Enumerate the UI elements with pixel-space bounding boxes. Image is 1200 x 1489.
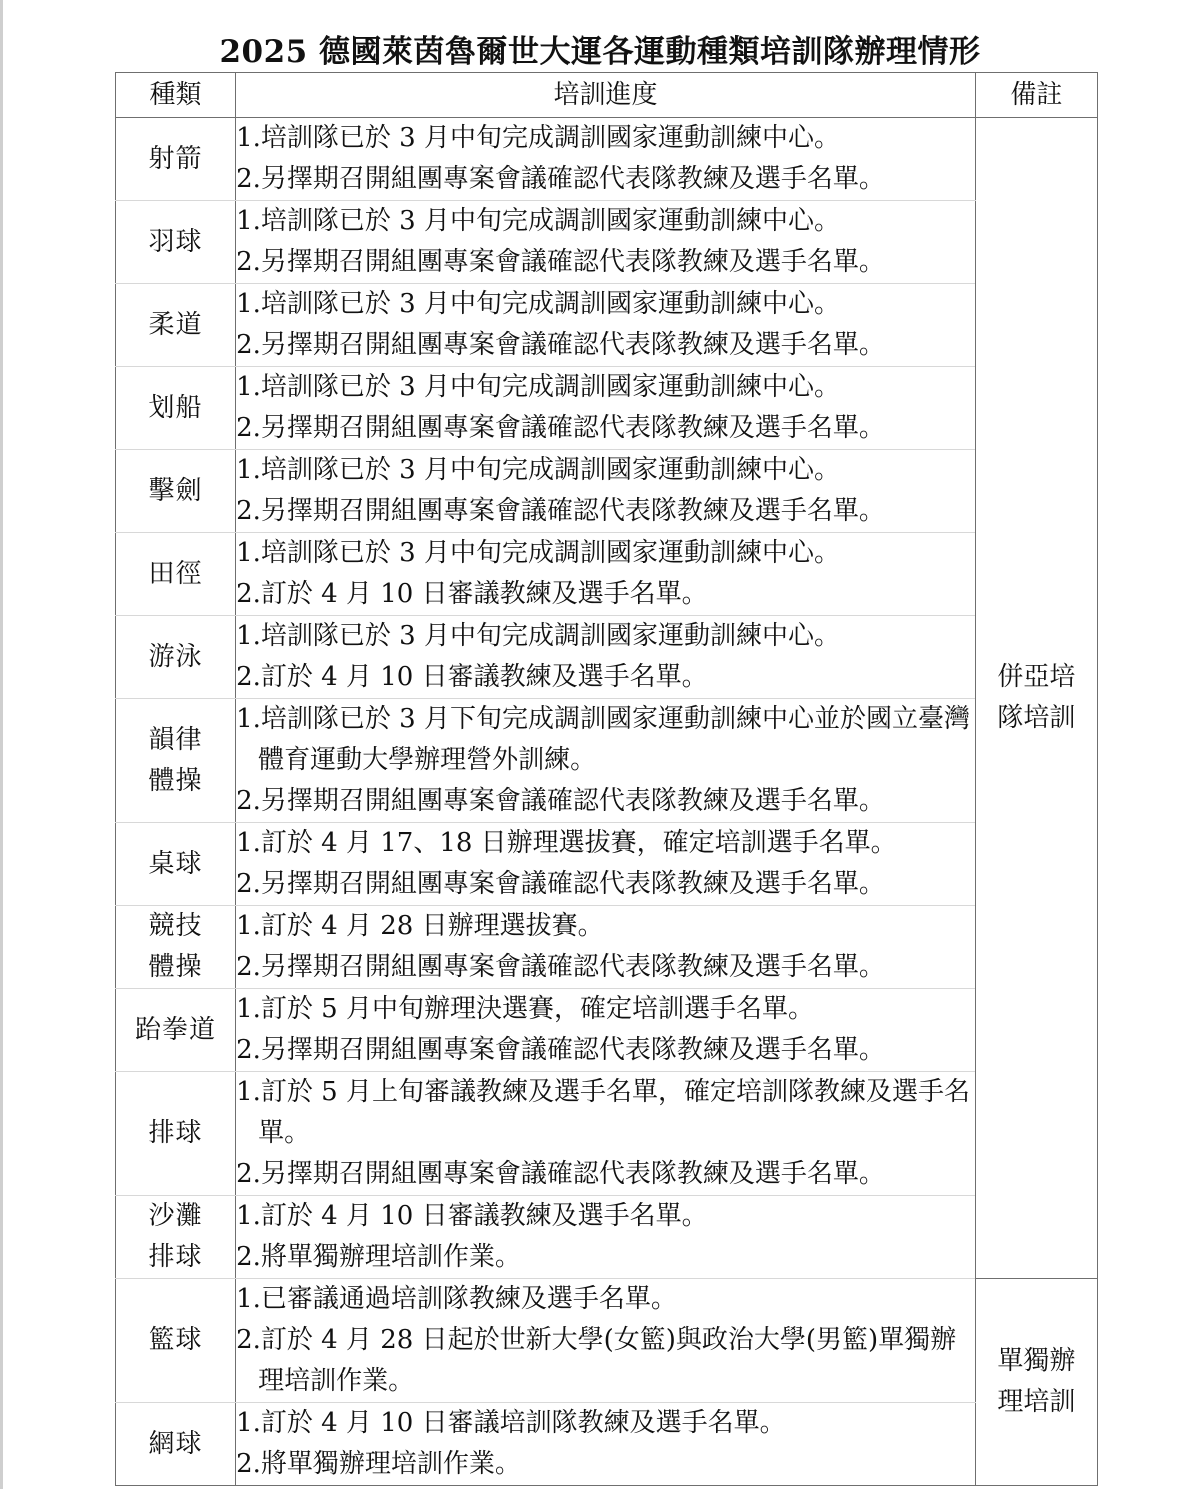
progress-item: 1.培訓隊已於 3 月中旬完成調訓國家運動訓練中心。 [236,123,840,153]
progress-item: 2.訂於 4 月 10 日審議教練及選手名單。 [236,662,708,692]
progress-cell [236,823,976,906]
progress-item: 2.另擇期召開組團專案會議確認代表隊教練及選手名單。 [236,413,885,443]
sport-name: 競技 體操 [116,906,236,989]
progress-item: 2.另擇期召開組團專案會議確認代表隊教練及選手名單。 [236,330,885,360]
header-progress: 培訓進度 [236,73,976,118]
progress-item: 2.另擇期召開組團專案會議確認代表隊教練及選手名單。 [236,1159,885,1189]
sport-name: 沙灘 排球 [116,1196,236,1279]
progress-item: 2.將單獨辦理培訓作業。 [236,1449,521,1479]
table-row [116,1279,1098,1403]
progress-item: 1.訂於 5 月上旬審議教練及選手名單，確定培訓隊教練及選手名單。 [236,1077,970,1148]
sport-name: 擊劍 [116,450,236,533]
remark-separate-training: 單獨辦 理培訓 [975,1279,1097,1486]
progress-cell [236,533,976,616]
table-row [116,118,1098,201]
progress-item: 1.培訓隊已於 3 月中旬完成調訓國家運動訓練中心。 [236,206,840,236]
sport-name: 排球 [116,1072,236,1196]
progress-cell [236,450,976,533]
progress-item: 1.已審議通過培訓隊教練及選手名單。 [236,1284,677,1314]
table-header-row [116,73,1098,118]
progress-cell [236,367,976,450]
progress-cell [236,1196,976,1279]
sport-name: 划船 [116,367,236,450]
progress-item: 2.另擇期召開組團專案會議確認代表隊教練及選手名單。 [236,1035,885,1065]
progress-item: 2.另擇期召開組團專案會議確認代表隊教練及選手名單。 [236,496,885,526]
progress-cell [236,284,976,367]
progress-item: 2.另擇期召開組團專案會議確認代表隊教練及選手名單。 [236,164,885,194]
progress-item: 2.另擇期召開組團專案會議確認代表隊教練及選手名單。 [236,786,885,816]
progress-cell [236,616,976,699]
progress-cell [236,201,976,284]
progress-item: 1.培訓隊已於 3 月中旬完成調訓國家運動訓練中心。 [236,289,840,319]
progress-item: 1.培訓隊已於 3 月中旬完成調訓國家運動訓練中心。 [236,455,840,485]
sport-name: 游泳 [116,616,236,699]
progress-item: 1.訂於 4 月 17、18 日辦理選拔賽，確定培訓選手名單。 [236,828,897,858]
table-row [116,450,1098,533]
progress-item: 1.培訓隊已於 3 月中旬完成調訓國家運動訓練中心。 [236,372,840,402]
remark-joint-training: 併亞培 隊培訓 [975,118,1097,1279]
training-table [115,72,1098,1486]
progress-item: 1.訂於 4 月 10 日審議教練及選手名單。 [236,1201,708,1231]
progress-cell [236,989,976,1072]
table-row [116,1072,1098,1196]
table-row [116,1403,1098,1486]
table-row [116,823,1098,906]
progress-item: 1.訂於 4 月 10 日審議培訓隊教練及選手名單。 [236,1408,786,1438]
table-row [116,201,1098,284]
table-row [116,1196,1098,1279]
progress-item: 2.將單獨辦理培訓作業。 [236,1242,521,1272]
progress-item: 2.另擇期召開組團專案會議確認代表隊教練及選手名單。 [236,247,885,277]
progress-cell [236,1072,976,1196]
progress-item: 2.訂於 4 月 10 日審議教練及選手名單。 [236,579,708,609]
progress-cell [236,1403,976,1486]
progress-cell [236,906,976,989]
progress-cell [236,699,976,823]
progress-cell [236,118,976,201]
progress-item: 2.另擇期召開組團專案會議確認代表隊教練及選手名單。 [236,952,885,982]
sport-name: 籃球 [116,1279,236,1403]
progress-item: 1.訂於 5 月中旬辦理決選賽，確定培訓選手名單。 [236,994,814,1024]
table-row [116,989,1098,1072]
progress-item: 1.培訓隊已於 3 月中旬完成調訓國家運動訓練中心。 [236,621,840,651]
progress-item: 1.訂於 4 月 28 日辦理選拔賽。 [236,911,604,941]
header-sport: 種類 [116,73,236,118]
table-row [116,533,1098,616]
sport-name: 網球 [116,1403,236,1486]
progress-item: 1.培訓隊已於 3 月中旬完成調訓國家運動訓練中心。 [236,538,840,568]
sport-name: 柔道 [116,284,236,367]
page-title: 2025 德國萊茵魯爾世大運各運動種類培訓隊辦理情形 [219,34,981,70]
progress-item: 2.另擇期召開組團專案會議確認代表隊教練及選手名單。 [236,869,885,899]
progress-item: 1.培訓隊已於 3 月下旬完成調訓國家運動訓練中心並於國立臺灣體育運動大學辦理營外訓練。 [236,704,970,775]
sport-name: 桌球 [116,823,236,906]
sport-name: 射箭 [116,118,236,201]
table-row [116,284,1098,367]
progress-item: 2.訂於 4 月 28 日起於世新大學(女籃)與政治大學(男籃)單獨辦理培訓作業。 [236,1325,957,1396]
sport-name: 韻律 體操 [116,699,236,823]
progress-cell [236,1279,976,1403]
header-remark: 備註 [975,73,1097,118]
table-row [116,699,1098,823]
table-row [116,906,1098,989]
page-edge [0,0,3,1489]
sport-name: 田徑 [116,533,236,616]
table-row [116,367,1098,450]
sport-name: 跆拳道 [116,989,236,1072]
sport-name: 羽球 [116,201,236,284]
table-row [116,616,1098,699]
